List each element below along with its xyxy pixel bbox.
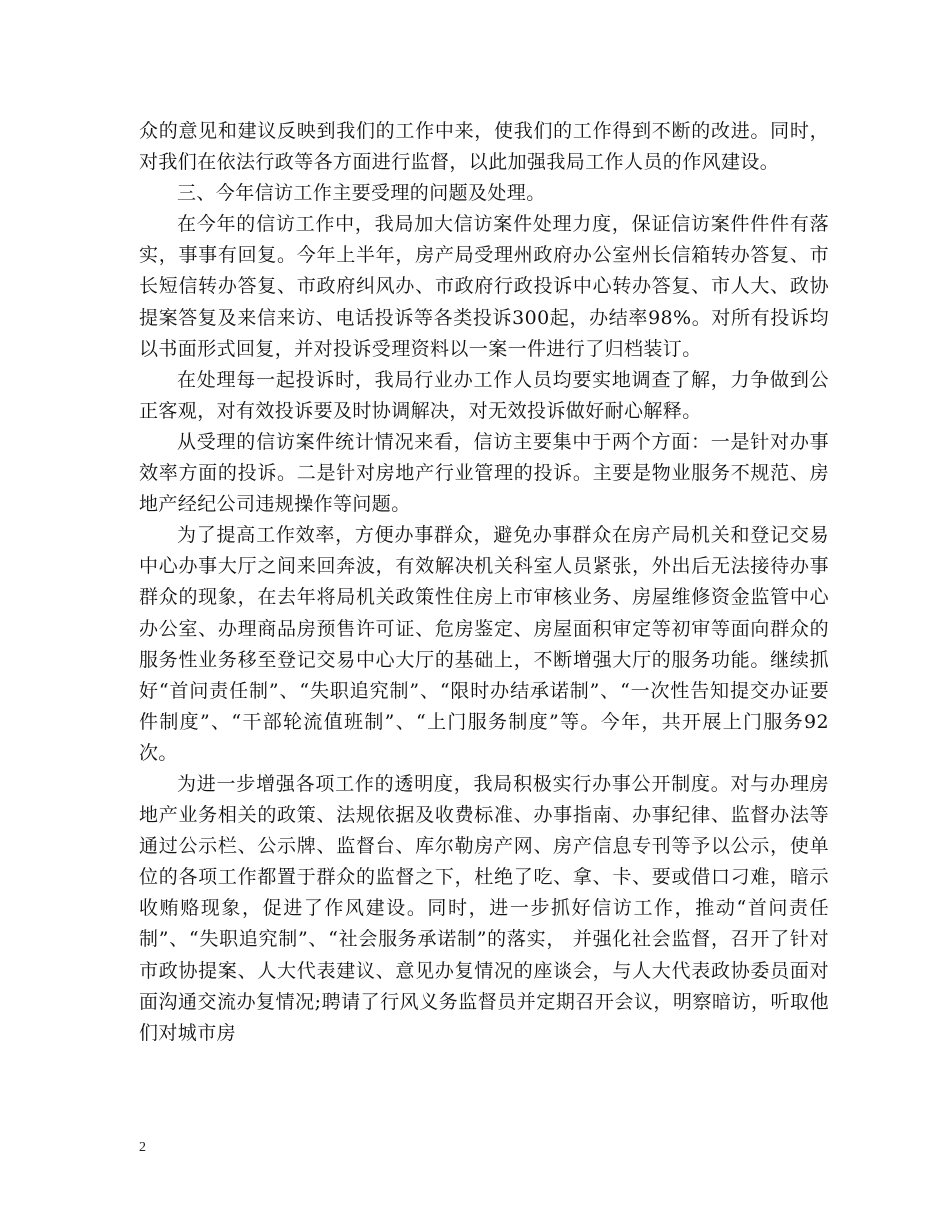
section-heading: 三、今年信访工作主要受理的问题及处理。	[177, 182, 546, 205]
paragraph: 众的意见和建议反映到我们的工作中来，使我们的工作得到不断的改进。同时，对我们在依法行政等各方面进行监督，以此加强我局工作人员的作风建设。	[139, 120, 829, 174]
paragraph: 为进一步增强各项工作的透明度，我局积极实行办事公开制度。对与办理房地产业务相关的政策、法规依据及收费标准、办事指南、办事纪律、监督办法等通过公示栏、公示牌、监督台、库尔勒房产网、房产信息专刊等予以公示，使单位的各项工作都置于群众的监督之下，杜绝了吃、拿、卡、要或借口刁难，暗示收贿赂现象，促进了作风建设。同时，进一步抓好信访工作，推动“首问责任制”、“失职追究制”、“社会服务承诺制”的落实， 并强化社会监督，召开了针对市政协提案、人大代表建议、意见办复情况的座谈会，与人大代表政协委员面对面沟通交流办复情况;聘请了行风义务监督员并定期召开会议，明察暗访，听取他们对城市房	[139, 772, 829, 1044]
paragraph: 在今年的信访工作中，我局加大信访案件处理力度，保证信访案件件件有落实，事事有回复。今年上半年，房产局受理州政府办公室州长信箱转办答复、市长短信转办答复、市政府纠风办、市政府行政投诉中心转办答复、市人大、政协提案答复及来信来访、电话投诉等各类投诉300起，办结率98%。对所有投诉均以书面形式回复，并对投诉受理资料以一案一件进行了归档装订。	[139, 213, 829, 360]
page-number: 2	[139, 1140, 146, 1155]
paragraph: 在处理每一起投诉时，我局行业办工作人员均要实地调查了解，力争做到公正客观，对有效投诉要及时协调解决，对无效投诉做好耐心解释。	[139, 368, 829, 422]
document-body	[139, 116, 829, 1049]
paragraph: 为了提高工作效率，方便办事群众，避免办事群众在房产局机关和登记交易中心办事大厅之间来回奔波，有效解决机关科室人员紧张，外出后无法接待办事群众的现象，在去年将局机关政策性住房上市审核业务、房屋维修资金监管中心办公室、办理商品房预售许可证、危房鉴定、房屋面积审定等初审等面向群众的服务性业务移至登记交易中心大厅的基础上，不断增强大厅的服务功能。继续抓好“首问责任制”、“失职追究制”、“限时办结承诺制”、“一次性告知提交办证要件制度”、“干部轮流值班制”、“上门服务制度”等。今年，共开展上门服务92次。	[139, 524, 829, 764]
paragraph: 从受理的信访案件统计情况来看，信访主要集中于两个方面：一是针对办事效率方面的投诉。二是针对房地产行业管理的投诉。主要是物业服务不规范、房地产经纪公司违规操作等问题。	[139, 430, 829, 516]
